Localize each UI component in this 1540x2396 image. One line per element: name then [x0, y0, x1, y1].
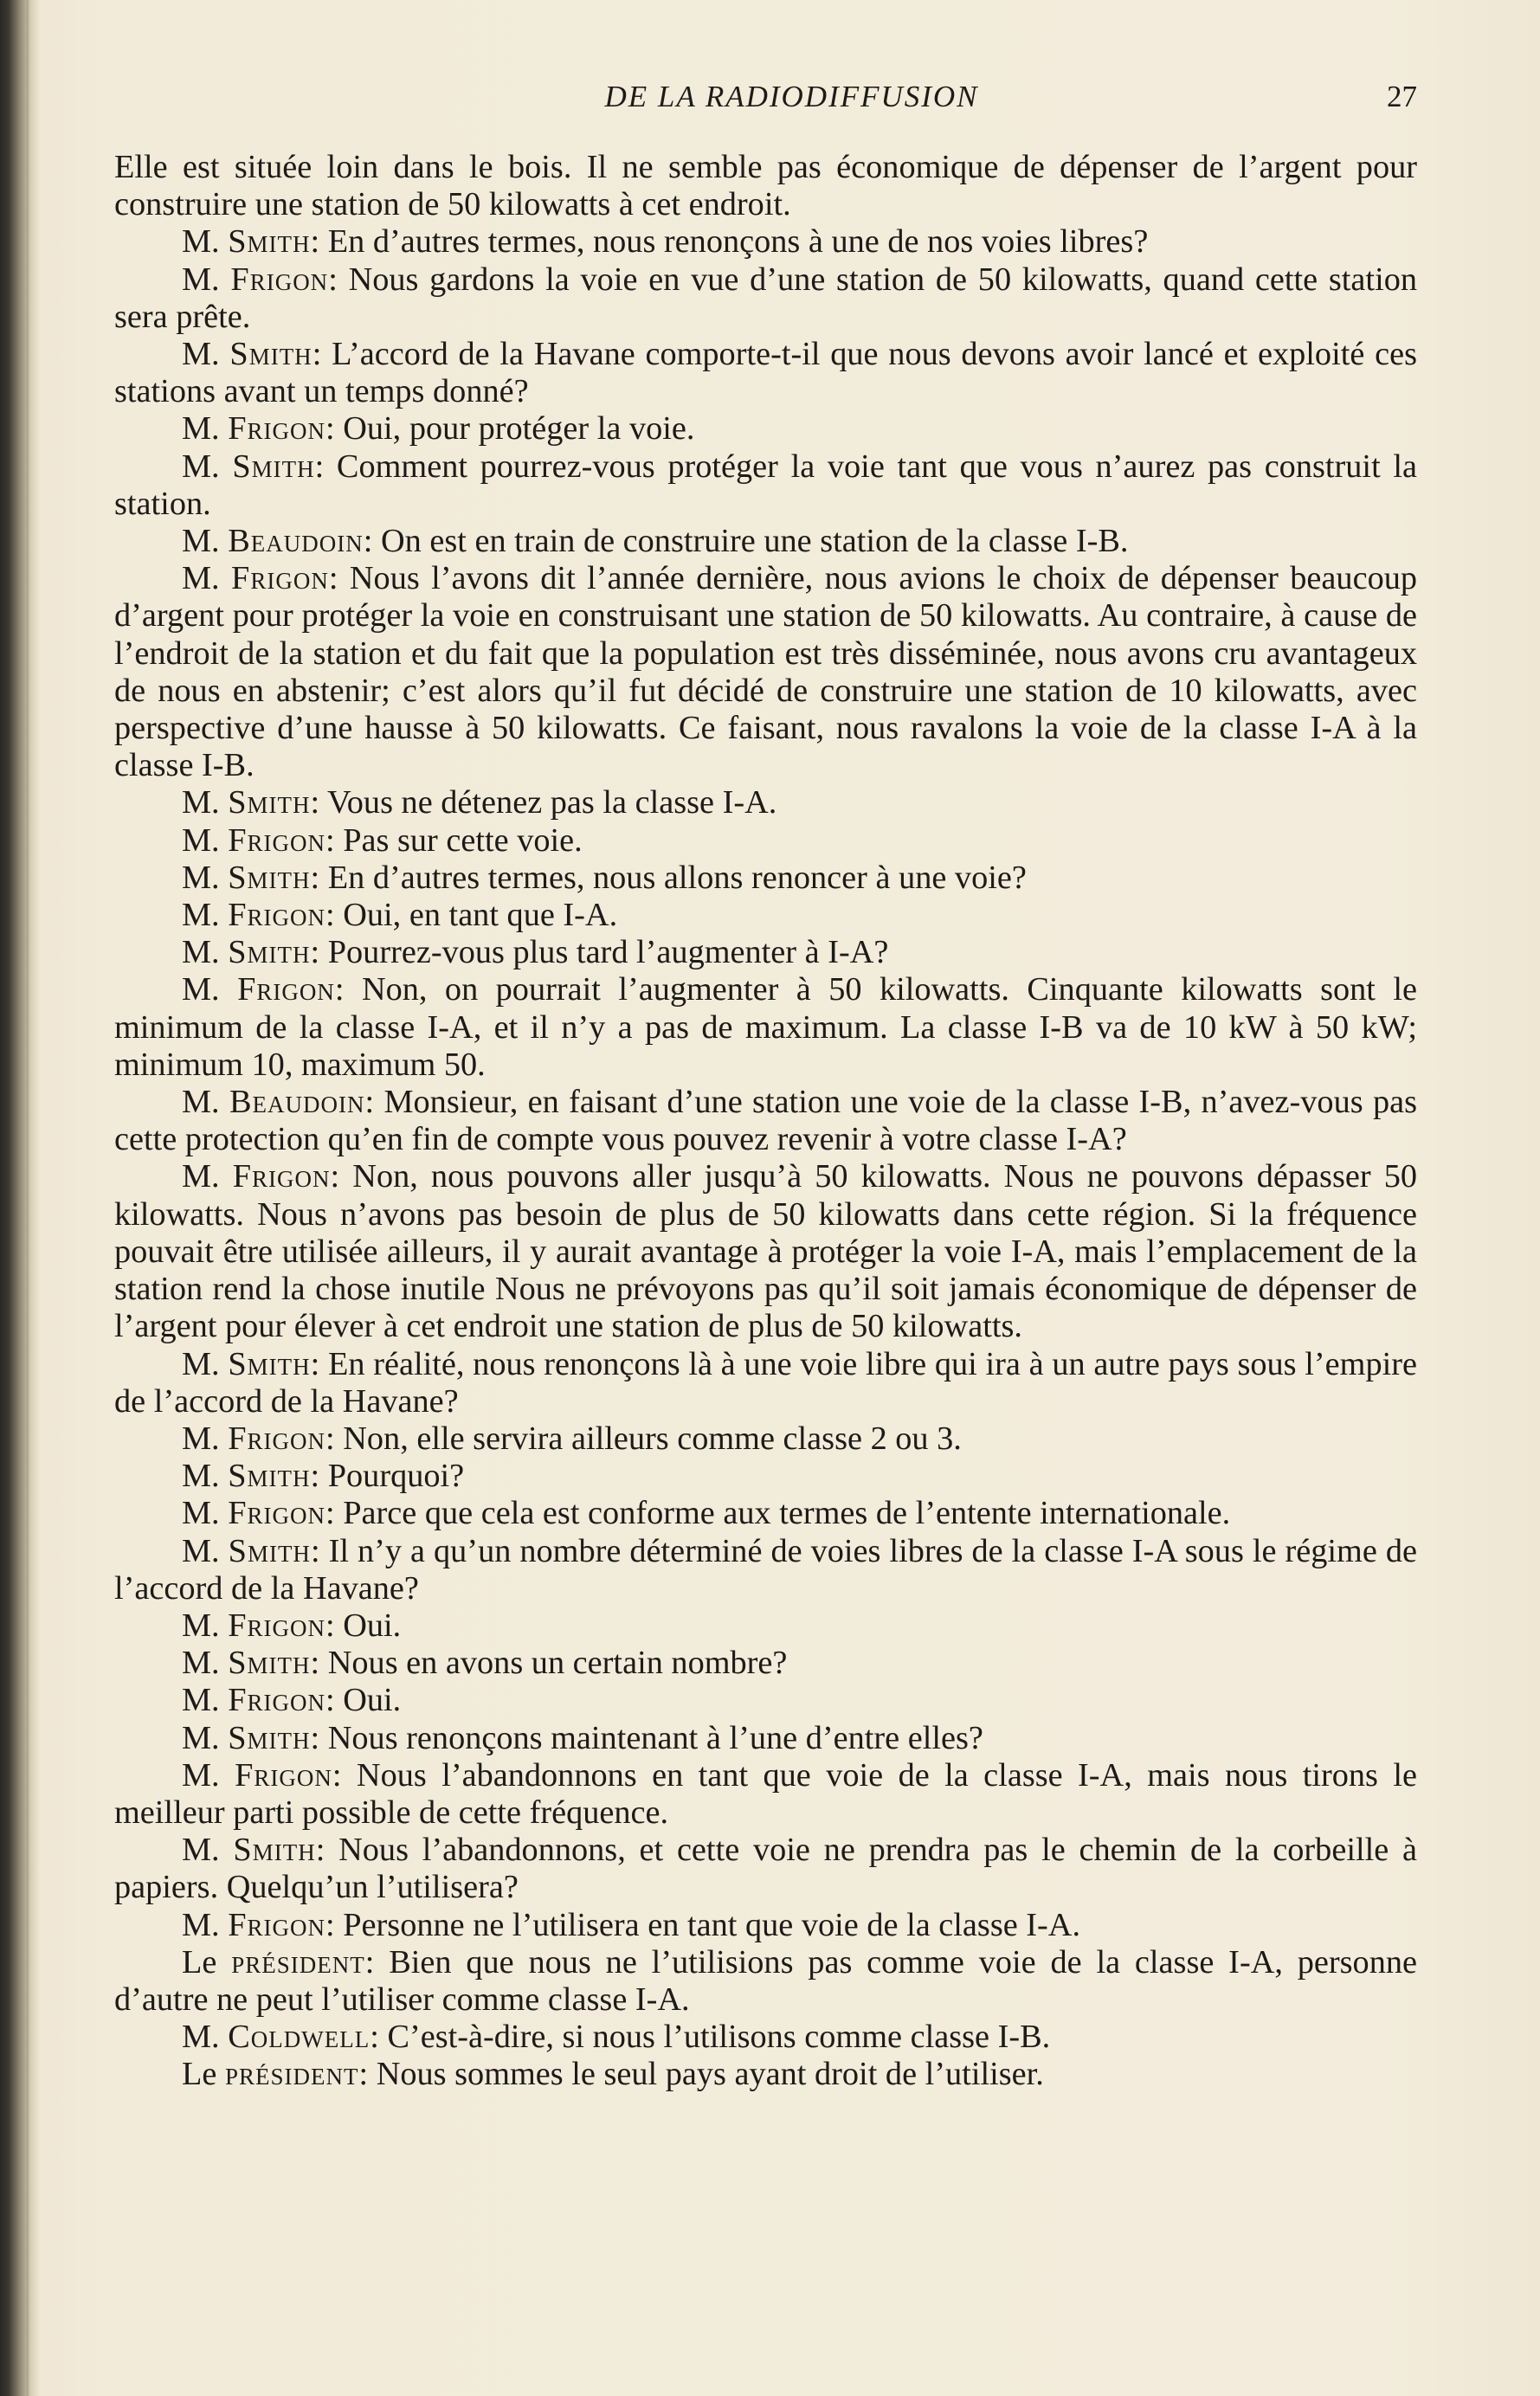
speaker-title: M.	[182, 1420, 220, 1457]
speaker-name: Smith	[228, 784, 311, 821]
speaker-name: Smith	[228, 1345, 311, 1382]
paragraph-text: Nous l’abandonnons, et cette voie ne prendra pas le chemin de la corbeille à papiers. Quelqu’un l’utilisera?	[114, 1832, 1417, 1906]
dialogue-paragraph	[114, 410, 1417, 448]
speaker-separator: :	[330, 1158, 340, 1195]
paragraph-text: Monsieur, en faisant d’une station une voie de la classe I-B, n’avez-vous pas cette protection qu’en fin de compte vous pouvez revenir à votre classe I-A?	[114, 1084, 1417, 1158]
speaker-separator: :	[334, 971, 345, 1008]
speaker-separator: :	[325, 1495, 335, 1532]
dialogue-paragraph	[114, 822, 1417, 860]
speaker-name: Frigon	[235, 1756, 332, 1794]
speaker-separator: :	[358, 2056, 369, 2093]
dialogue-paragraph	[114, 223, 1417, 261]
dialogue-paragraph	[114, 971, 1417, 1084]
speaker-title: M.	[182, 1607, 220, 1644]
speaker-name: Beaudoin	[229, 1084, 365, 1121]
speaker-separator: :	[310, 1719, 320, 1756]
dialogue-paragraph	[114, 560, 1417, 784]
paragraph-text: Pas sur cette voie.	[343, 821, 583, 859]
dialogue-paragraph	[114, 1944, 1417, 2019]
speaker-separator: :	[370, 2019, 379, 2056]
speaker-title: M.	[182, 1084, 220, 1121]
speaker-name: Smith	[232, 448, 315, 485]
dialogue-paragraph	[114, 934, 1417, 971]
speaker-title: M.	[182, 1345, 220, 1382]
speaker-name: Frigon	[228, 1682, 326, 1719]
paragraph-text: Non, nous pouvons aller jusqu’à 50 kilowatts. Nous ne pouvons dépasser 50 kilowatts. Nous n’avons pas besoin de plus de 50 kilowatts dans cette région. Si la fréquence pouvait être utilisée ailleurs, il y aurait avantage à protéger la voie I-A, mais l’emplacement de la station rend la chose inutile Nous ne prévoyons pas qu’il soit jamais économique de dépenser de l’argent pour élever à cet endroit une station de plus de 50 kilowatts.	[114, 1158, 1418, 1345]
paragraph-text: En d’autres termes, nous allons renoncer à une voie?	[327, 859, 1027, 896]
dialogue-paragraph	[114, 1907, 1417, 1944]
speaker-title: M.	[182, 1719, 220, 1756]
paragraph-text: Elle est située loin dans le bois. Il ne semble pas économique de dépenser de l’argent pour construire une station de 50 kilowatts à cet endroit.	[114, 149, 1417, 223]
running-title: DE LA RADIODIFFUSION	[604, 80, 979, 113]
paragraph-text: Nous renonçons maintenant à l’une d’entre elles?	[327, 1719, 983, 1756]
dialogue-paragraph	[114, 336, 1417, 410]
speaker-title: M.	[182, 1756, 220, 1794]
speaker-separator: :	[310, 1532, 320, 1569]
dialogue-paragraph	[114, 1084, 1417, 1158]
paragraph-text: Nous l’avons dit l’année dernière, nous avions le choix de dépenser beaucoup d’argent pour protéger la voie en construisant une station de 50 kilowatts. Au contraire, à cause de l’endroit de la station et du fait que la population est très disséminée, nous avons cru avantageux de nous en abstenir; c’est alors qu’il fut décidé de construire une station de 10 kilowatts, avec perspective d’une hausse à 50 kilowatts. Ce faisant, nous ravalons la voie de la classe I-A à la classe I-B.	[114, 560, 1418, 784]
page-header	[114, 80, 1417, 123]
speaker-title: M.	[182, 2019, 220, 2056]
speaker-name: Beaudoin	[228, 523, 364, 560]
paragraph-text: Non, on pourrait l’augmenter à 50 kilowatts. Cinquante kilowatts sont le minimum de la classe I-A, et il n’y a pas de maximum. La classe I-B va de 10 kW à 50 kW; minimum 10, maximum 50.	[114, 971, 1417, 1083]
paragraph-text: Il n’y a qu’un nombre déterminé de voies libres de la classe I-A sous le régime de l’accord de la Havane?	[114, 1532, 1417, 1607]
speaker-name: Smith	[229, 336, 313, 373]
speaker-separator: :	[312, 336, 322, 373]
speaker-title: M.	[182, 1682, 220, 1719]
paragraph-text: Pourquoi?	[327, 1458, 465, 1495]
speaker-separator: :	[314, 448, 325, 485]
speaker-name: Smith	[228, 1645, 311, 1682]
speaker-title: M.	[182, 897, 220, 934]
speaker-title: M.	[182, 410, 220, 448]
speaker-name: président	[224, 2056, 359, 2093]
paragraph-text: Nous sommes le seul pays ayant droit de l’utiliser.	[376, 2056, 1044, 2093]
paragraph-text: En réalité, nous renonçons là à une voie libre qui ira à un autre pays sous l’empire de l’accord de la Havane?	[114, 1345, 1417, 1420]
dialogue-paragraph	[114, 1720, 1417, 1757]
speaker-title: M.	[182, 1458, 220, 1495]
dialogue-paragraph	[114, 523, 1417, 560]
speaker-separator: :	[325, 1607, 335, 1644]
speaker-title: M.	[182, 1158, 220, 1195]
dialogue-paragraph	[114, 2019, 1417, 2056]
paragraph-text: Oui, pour protéger la voie.	[343, 410, 695, 448]
paragraph-text: Comment pourrez-vous protéger la voie tant que vous n’aurez pas construit la station.	[114, 448, 1418, 522]
speaker-separator: :	[325, 1906, 335, 1943]
paragraph-text: Nous en avons un certain nombre?	[327, 1645, 788, 1682]
speaker-name: Frigon	[228, 410, 326, 448]
speaker-name: président	[231, 1943, 365, 1981]
paragraph-text: On est en train de construire une station de la classe I-B.	[380, 523, 1129, 560]
paragraph-text: Nous gardons la voie en vue d’une station de 50 kilowatts, quand cette station sera prête.	[114, 261, 1418, 335]
paragraph-text: L’accord de la Havane comporte-t-il que nous devons avoir lancé et exploité ces stations avant un temps donné?	[114, 336, 1417, 410]
speaker-name: Frigon	[230, 261, 329, 298]
speaker-name: Smith	[228, 1532, 311, 1569]
dialogue-paragraph	[114, 149, 1417, 223]
paragraph-text: Non, elle servira ailleurs comme classe 2 ou 3.	[343, 1420, 962, 1457]
speaker-name: Frigon	[232, 1158, 331, 1195]
speaker-title: M.	[182, 934, 220, 971]
paragraph-text: Personne ne l’utilisera en tant que voie de la classe I-A.	[343, 1906, 1081, 1943]
speaker-separator: :	[325, 897, 335, 934]
speaker-title: M.	[182, 971, 220, 1008]
dialogue-paragraph	[114, 784, 1417, 821]
speaker-separator: :	[364, 1084, 375, 1121]
speaker-title: M.	[182, 261, 220, 298]
dialogue-paragraph	[114, 1682, 1417, 1719]
dialogue-paragraph	[114, 1495, 1417, 1532]
speaker-name: Smith	[228, 1458, 311, 1495]
speaker-title: M.	[182, 336, 220, 373]
speaker-title: M.	[182, 1906, 220, 1943]
dialogue-paragraph	[114, 1832, 1417, 1906]
speaker-separator: :	[325, 821, 335, 859]
speaker-separator: :	[328, 261, 338, 298]
speaker-title: M.	[182, 523, 220, 560]
paragraph-text: C’est-à-dire, si nous l’utilisons comme classe I-B.	[387, 2019, 1051, 2056]
binding-gutter-shadow	[0, 0, 40, 2396]
speaker-separator: :	[325, 410, 335, 448]
speaker-name: Smith	[233, 1832, 316, 1869]
dialogue-paragraph	[114, 2056, 1417, 2093]
speaker-name: Frigon	[237, 971, 335, 1008]
paragraph-text: Bien que nous ne l’utilisions pas comme voie de la classe I-A, personne d’autre ne peut l’utiliser comme classe I-A.	[114, 1943, 1417, 2018]
speaker-title: M.	[182, 821, 220, 859]
dialogue-paragraph	[114, 897, 1417, 934]
speaker-title: M.	[182, 560, 220, 597]
dialogue-paragraph	[114, 1757, 1417, 1832]
speaker-title: Le	[182, 1943, 217, 1981]
speaker-separator: :	[364, 1943, 375, 1981]
speaker-separator: :	[310, 784, 320, 821]
speaker-name: Frigon	[228, 897, 326, 934]
speaker-separator: :	[310, 1645, 320, 1682]
speaker-name: Smith	[228, 934, 311, 971]
paragraph-text: En d’autres termes, nous renonçons à une de nos voies libres?	[327, 223, 1149, 261]
binding-gutter-line	[26, 0, 29, 2396]
paragraph-text: Parce que cela est conforme aux termes de l’entente internationale.	[343, 1495, 1231, 1532]
paragraph-text: Pourrez-vous plus tard l’augmenter à I-A?	[327, 934, 889, 971]
speaker-title: M.	[182, 448, 220, 485]
speaker-title: M.	[182, 1495, 220, 1532]
dialogue-paragraph	[114, 1645, 1417, 1682]
page-number: 27	[1387, 80, 1417, 113]
speaker-title: M.	[182, 223, 220, 261]
speaker-separator: :	[315, 1832, 325, 1869]
speaker-title: M.	[182, 1645, 220, 1682]
dialogue-paragraph	[114, 1458, 1417, 1495]
paragraph-text: Oui.	[343, 1682, 402, 1719]
speaker-separator: :	[310, 223, 320, 261]
speaker-title: M.	[182, 784, 220, 821]
speaker-separator: :	[310, 859, 320, 896]
speaker-name: Frigon	[228, 1420, 326, 1457]
speaker-separator: :	[325, 1682, 335, 1719]
paragraph-text: Nous l’abandonnons en tant que voie de la classe I-A, mais nous tirons le meilleur parti possible de cette fréquence.	[114, 1756, 1417, 1831]
speaker-name: Frigon	[228, 1906, 326, 1943]
speaker-separator: :	[325, 1420, 335, 1457]
speaker-separator: :	[363, 523, 373, 560]
speaker-name: Coldwell	[228, 2019, 371, 2056]
dialogue-paragraph	[114, 1607, 1417, 1645]
dialogue-paragraph	[114, 1533, 1417, 1607]
speaker-separator: :	[332, 1756, 342, 1794]
speaker-title: Le	[182, 2056, 217, 2093]
transcript-body	[114, 149, 1417, 2094]
speaker-separator: :	[310, 1458, 320, 1495]
dialogue-paragraph	[114, 1346, 1417, 1420]
speaker-name: Frigon	[228, 1607, 326, 1644]
speaker-name: Frigon	[228, 1495, 326, 1532]
speaker-name: Frigon	[228, 821, 326, 859]
paragraph-text: Vous ne détenez pas la classe I-A.	[327, 784, 777, 821]
dialogue-paragraph	[114, 1158, 1417, 1345]
speaker-separator: :	[328, 560, 338, 597]
dialogue-paragraph	[114, 448, 1417, 523]
paragraph-text: Oui, en tant que I-A.	[343, 897, 618, 934]
dialogue-paragraph	[114, 1420, 1417, 1458]
paragraph-text: Oui.	[343, 1607, 402, 1644]
speaker-name: Frigon	[231, 560, 329, 597]
speaker-name: Smith	[228, 223, 311, 261]
dialogue-paragraph	[114, 860, 1417, 897]
dialogue-paragraph	[114, 261, 1417, 336]
speaker-title: M.	[182, 859, 220, 896]
speaker-title: M.	[182, 1832, 220, 1869]
speaker-title: M.	[182, 1532, 220, 1569]
speaker-name: Smith	[228, 859, 311, 896]
speaker-separator: :	[310, 1345, 320, 1382]
speaker-separator: :	[310, 934, 320, 971]
speaker-name: Smith	[228, 1719, 311, 1756]
